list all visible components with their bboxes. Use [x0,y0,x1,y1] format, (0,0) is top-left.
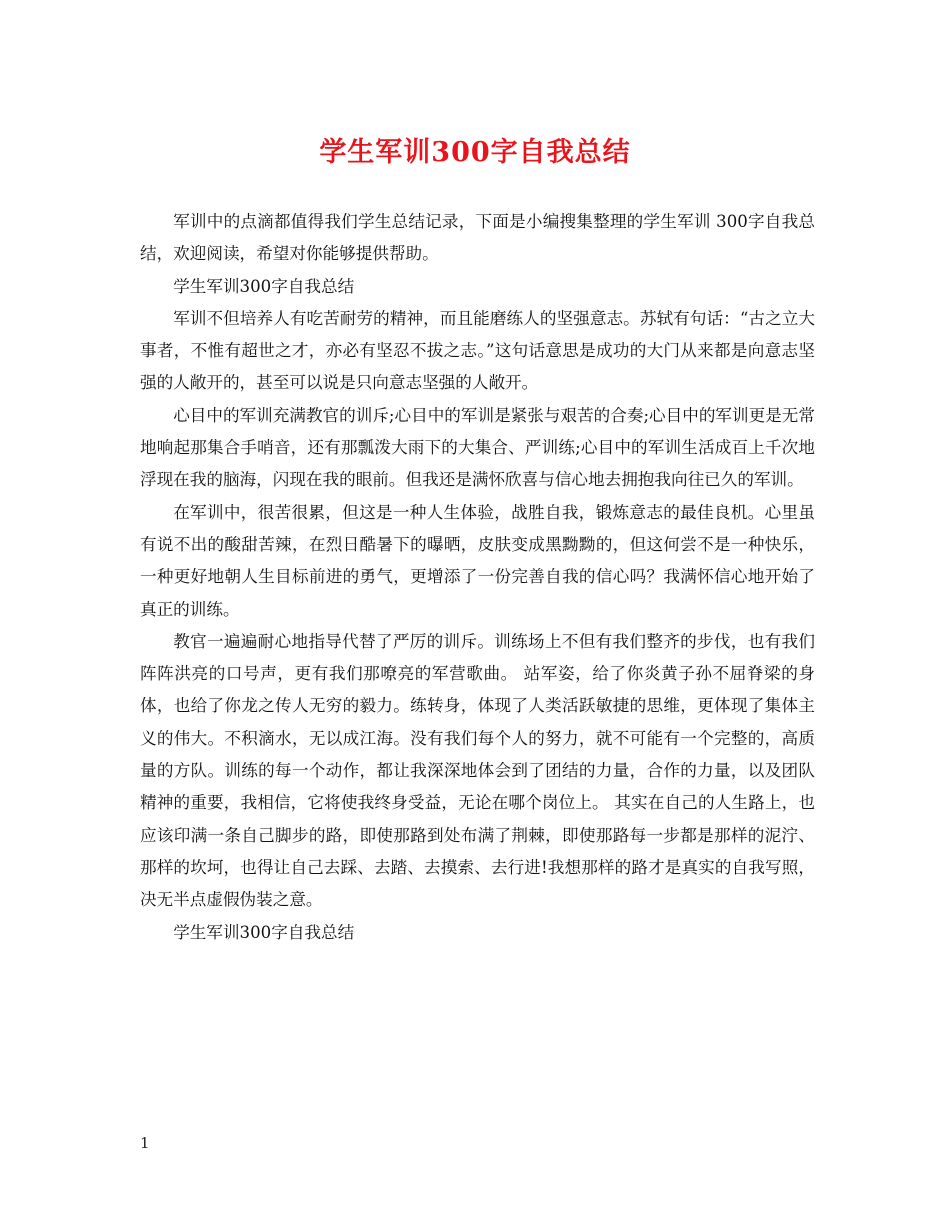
section-heading: 学生军训300字自我总结 [173,922,355,942]
document-title: 学生军训300字自我总结 [319,137,631,168]
body-paragraph: 教官一遍遍耐心地指导代替了严厉的训斥。训练场上不但有我们整齐的步伐，也有我们阵阵洪亮的口号声，更有我们那嘹亮的军营歌曲。 站军姿，给了你炎黄子孙不屈脊梁的身体，也给了你龙之传人无穷的毅力。练转身，体现了人类活跃敏捷的思维，更体现了集体主义的伟大。不积滴水，无以成江海。没有我们每个人的努力，就不可能有一个完整的，高质量的方队。训练的每一个动作，都让我深深地体会到了团结的力量，合作的力量，以及团队精神的重要，我相信，它将使我终身受益，无论在哪个岗位上。 其实在自己的人生路上，也应该印满一条自己脚步的路，即使那路到处布满了荆棘，即使那路每一步都是那样的泥泞、那样的坎坷，也得让自己去踩、去踏、去摸索、去行进!我想那样的路才是真实的自我写照，决无半点虚假伪装之意。 [140,631,815,910]
document-body [140,206,815,949]
body-paragraph: 心目中的军训充满教官的训斥;心目中的军训是紧张与艰苦的合奏;心目中的军训更是无常地响起那集合手哨音，还有那瓢泼大雨下的大集合、严训练;心目中的军训生活成百上千次地浮现在我的脑海，闪现在我的眼前。但我还是满怀欣喜与信心地去拥抱我向往已久的军训。 [140,405,815,490]
intro-paragraph: 军训中的点滴都值得我们学生总结记录，下面是小编搜集整理的学生军训 300字自我总结，欢迎阅读，希望对你能够提供帮助。 [140,212,815,264]
section-heading: 学生军训300字自我总结 [173,276,355,296]
body-paragraph: 军训不但培养人有吃苦耐劳的精神，而且能磨练人的坚强意志。苏轼有句话：“古之立大事者，不惟有超世之才，亦必有坚忍不拔之志。”这句话意思是成功的大门从来都是向意志坚强的人敞开的，甚至可以说是只向意志坚强的人敞开。 [140,308,815,393]
body-paragraph: 在军训中，很苦很累，但这是一种人生体验，战胜自我，锻炼意志的最佳良机。心里虽有说不出的酸甜苦辣，在烈日酷暑下的曝晒，皮肤变成黑黝黝的，但这何尝不是一种快乐，一种更好地朝人生目标前进的勇气，更增添了一份完善自我的信心吗？我满怀信心地开始了真正的训练。 [140,502,815,619]
page-number: 1 [140,1134,150,1152]
